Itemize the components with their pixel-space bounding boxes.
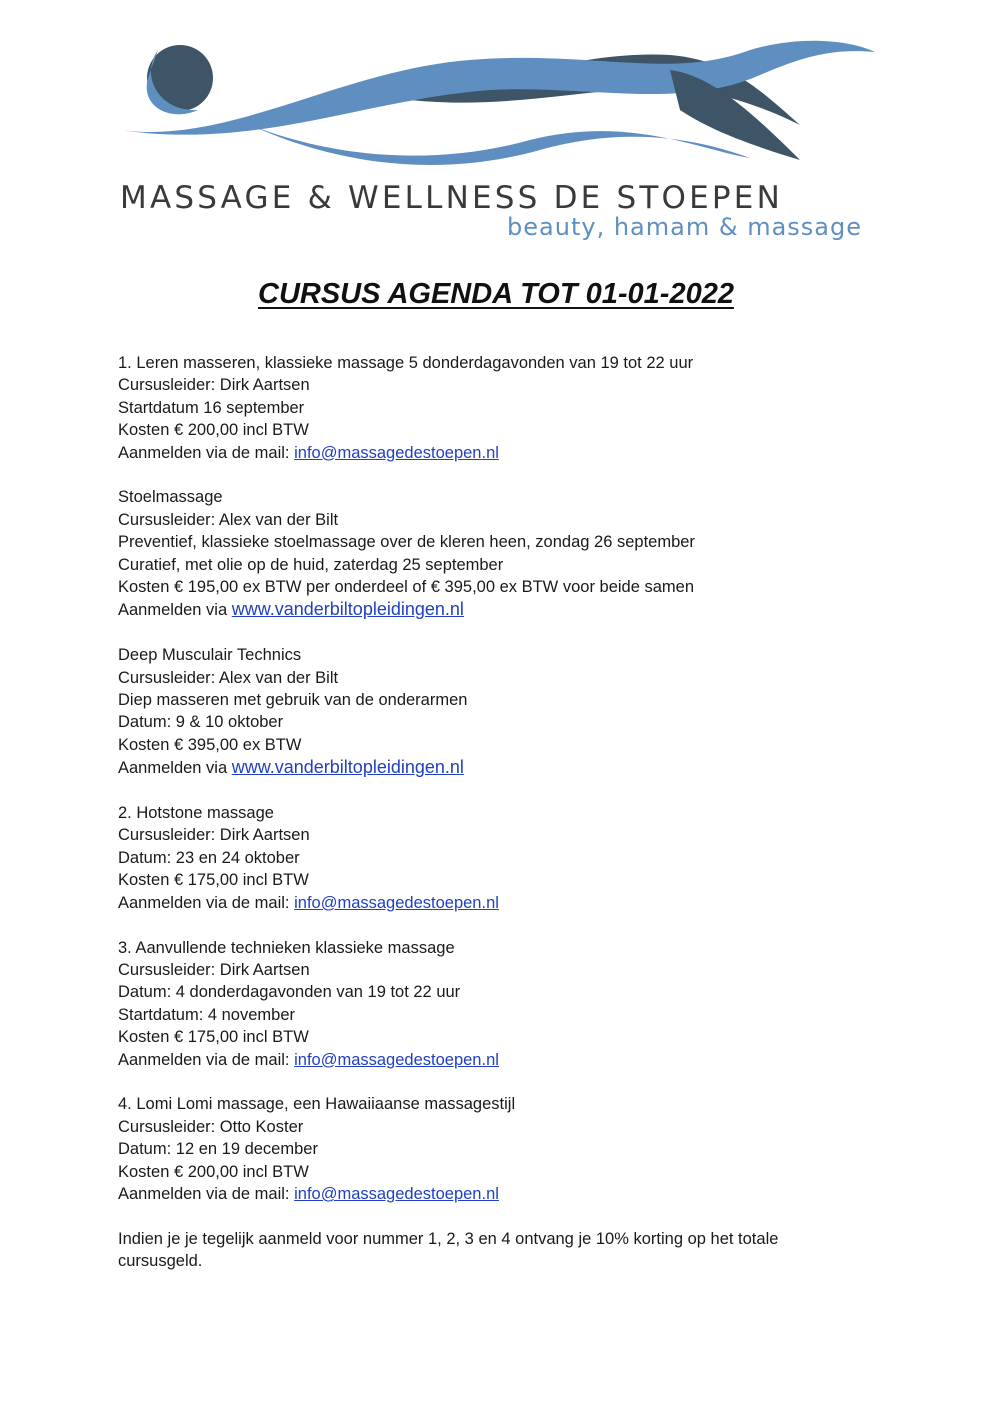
brand-tagline: beauty, hamam & massage: [507, 213, 862, 241]
course-item: [118, 1093, 838, 1205]
signup-email-link[interactable]: info@massagedestoepen.nl: [294, 443, 499, 462]
signup-email-link[interactable]: info@massagedestoepen.nl: [294, 893, 499, 912]
course-detail: Datum: 12 en 19 december: [118, 1140, 318, 1159]
course-detail: Datum: 23 en 24 oktober: [118, 848, 300, 867]
course-title: 2. Hotstone massage: [118, 804, 274, 823]
course-detail: Startdatum: 4 november: [118, 1005, 296, 1024]
course-detail: Kosten € 175,00 incl BTW: [118, 871, 309, 890]
course-detail: Preventief, klassieke stoelmassage over de kleren heen, zondag 26 september: [118, 533, 695, 552]
course-title: 4. Lomi Lomi massage, een Hawaiiaanse massagestijl: [118, 1095, 516, 1114]
course-detail: Cursusleider: Otto Koster: [118, 1117, 304, 1136]
signup-website-link[interactable]: www.vanderbiltopleidingen.nl: [231, 599, 464, 620]
signup-label: Aanmelden via de mail:: [118, 1050, 295, 1069]
brand-name: MASSAGE & WELLNESS DE STOEPEN: [120, 180, 783, 216]
signup-label: Aanmelden via de mail:: [118, 443, 295, 462]
course-title: Stoelmassage: [118, 488, 223, 507]
course-detail: Cursusleider: Dirk Aartsen: [118, 376, 310, 395]
discount-note: Indien je je tegelijk aanmeld voor nummer 1, 2, 3 en 4 ontvang je 10% korting op het totale cursusgeld.: [118, 1229, 779, 1271]
course-detail: Kosten € 395,00 ex BTW: [118, 735, 302, 754]
logo-lower-wave-icon: [250, 125, 750, 165]
course-detail: Diep masseren met gebruik van de onderarmen: [118, 691, 468, 710]
course-list: [118, 352, 838, 1273]
course-detail: Kosten € 200,00 incl BTW: [118, 1162, 309, 1181]
course-item: [118, 802, 838, 914]
course-signup: [118, 892, 838, 914]
page-title: CURSUS AGENDA TOT 01-01-2022: [258, 278, 734, 310]
course-detail: Cursusleider: Alex van der Bilt: [118, 668, 339, 687]
course-detail: Datum: 4 donderdagavonden van 19 tot 22 uur: [118, 983, 461, 1002]
logo-light-wave-icon: [120, 41, 875, 135]
course-detail: Cursusleider: Alex van der Bilt: [118, 510, 339, 529]
signup-label: Aanmelden via: [118, 601, 232, 620]
course-title: 3. Aanvullende technieken klassieke massage: [118, 938, 455, 957]
course-item: [118, 486, 838, 621]
company-logo: [110, 30, 880, 245]
course-detail: Cursusleider: Dirk Aartsen: [118, 826, 310, 845]
course-signup: [118, 1183, 838, 1205]
course-signup: [118, 756, 838, 779]
course-item: [118, 644, 838, 779]
course-detail: Kosten € 195,00 ex BTW per onderdeel of € 395,00 ex BTW voor beide samen: [118, 578, 695, 597]
course-detail: Datum: 9 & 10 oktober: [118, 713, 284, 732]
course-item: [118, 937, 838, 1071]
course-detail: Startdatum 16 september: [118, 398, 305, 417]
signup-label: Aanmelden via de mail:: [118, 893, 295, 912]
course-detail: Curatief, met olie op de huid, zaterdag 25 september: [118, 555, 504, 574]
course-item: [118, 352, 838, 464]
course-detail: Cursusleider: Dirk Aartsen: [118, 960, 310, 979]
signup-email-link[interactable]: info@massagedestoepen.nl: [294, 1184, 499, 1203]
logo-wave-graphic: [110, 30, 880, 180]
course-signup: [118, 1049, 838, 1071]
course-title: 1. Leren masseren, klassieke massage 5 donderdagavonden van 19 tot 22 uur: [118, 354, 694, 372]
course-title: Deep Musculair Technics: [118, 646, 302, 665]
course-detail: Kosten € 200,00 incl BTW: [118, 421, 309, 440]
signup-label: Aanmelden via de mail:: [118, 1184, 295, 1203]
course-detail: Kosten € 175,00 incl BTW: [118, 1028, 309, 1047]
course-signup: [118, 442, 838, 464]
signup-label: Aanmelden via: [118, 759, 232, 778]
signup-email-link[interactable]: info@massagedestoepen.nl: [294, 1050, 499, 1069]
course-signup: [118, 598, 838, 621]
signup-website-link[interactable]: www.vanderbiltopleidingen.nl: [231, 757, 464, 778]
